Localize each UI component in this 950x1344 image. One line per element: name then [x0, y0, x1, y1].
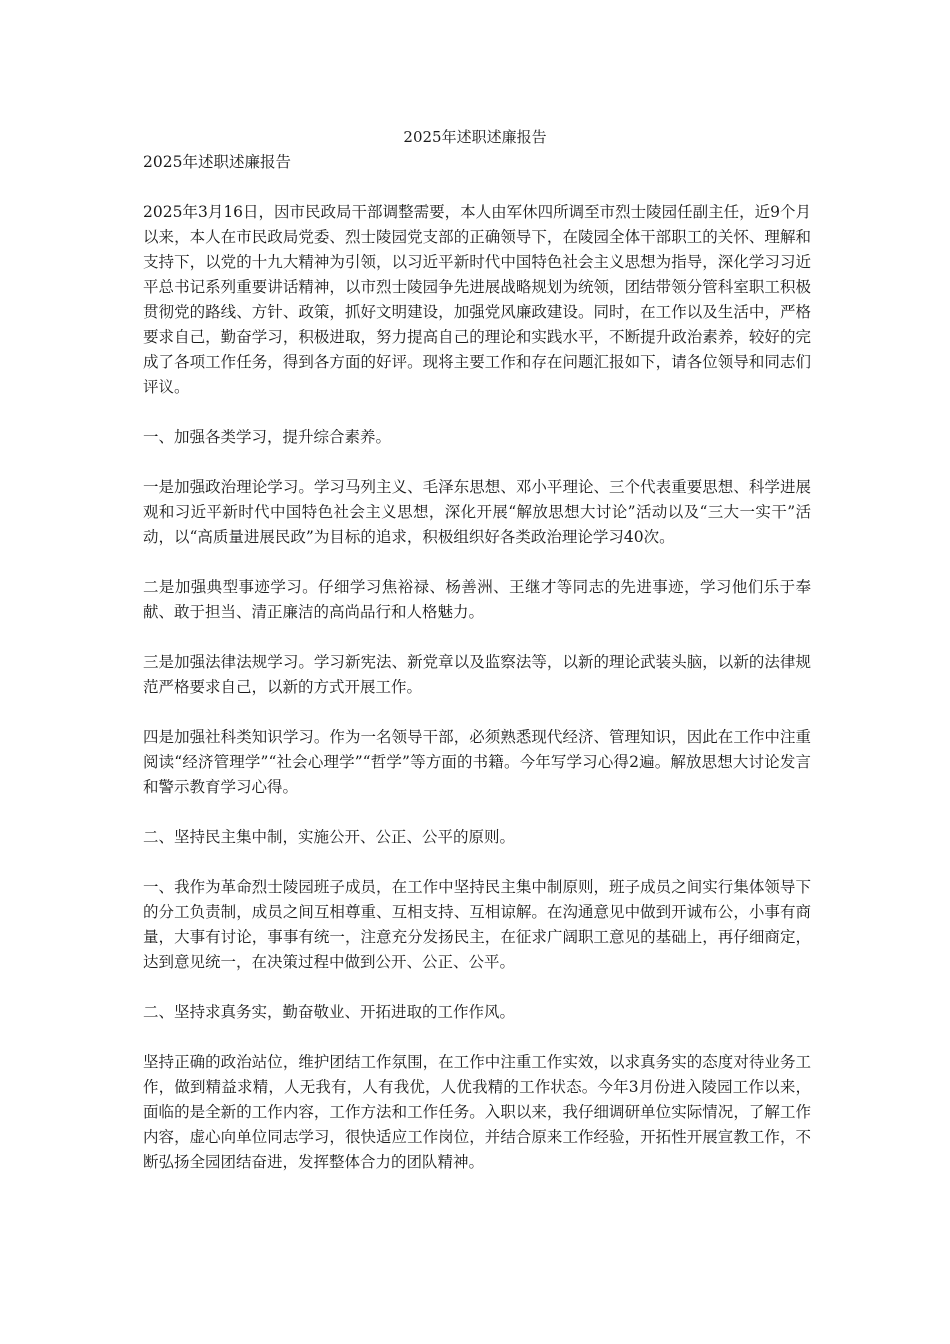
paragraph-democratic-centralism: 一、我作为革命烈士陵园班子成员，在工作中坚持民主集中制原则，班子成员之间实行集体领导下的分工负责制，成员之间互相尊重、互相支持、互相谅解。在沟通意见中做到开诚布公，小事有商量，大事有讨论，事事有统一，注意充分发扬民主，在征求广阔职工意见的基础上，再仔细商定，达到意见统一，在决策过程中做到公开、公正、公平。: [143, 878, 811, 971]
paragraph-political-study: 一是加强政治理论学习。学习马列主义、毛泽东思想、邓小平理论、三个代表重要思想、科学进展观和习近平新时代中国特色社会主义思想，深化开展“解放思想大讨论”活动以及“三大一实干”活动，以“高质量进展民政”为目标的追求，积极组织好各类政治理论学习40次。: [143, 478, 811, 546]
paragraph-social-science-study: 四是加强社科类知识学习。作为一名领导干部，必须熟悉现代经济、管理知识，因此在工作中注重阅读“经济管理学”“社会心理学”“哲学”等方面的书籍。今年写学习心得2遍。解放思想大讨论发言和警示教育学习心得。: [143, 728, 811, 796]
section-heading-2: 二、坚持民主集中制，实施公开、公正、公平的原则。: [143, 828, 516, 846]
document-subtitle: 2025年述职述廉报告: [143, 153, 291, 171]
section-heading-1: 一、加强各类学习，提升综合素养。: [143, 428, 392, 446]
paragraph-exemplar-study: 二是加强典型事迹学习。仔细学习焦裕禄、杨善洲、王继才等同志的先进事迹，学习他们乐于奉献、敢于担当、清正廉洁的高尚品行和人格魅力。: [143, 578, 811, 621]
paragraph-law-study: 三是加强法律法规学习。学习新宪法、新党章以及监察法等，以新的理论武装头脑，以新的法律规范严格要求自己，以新的方式开展工作。: [143, 653, 811, 696]
document-body: [143, 150, 811, 1200]
section-heading-3: 二、坚持求真务实，勤奋敬业、开拓进取的工作作风。: [143, 1003, 516, 1021]
document-title: 2025年述职述廉报告: [403, 128, 547, 146]
paragraph-intro: 2025年3月16日，因市民政局干部调整需要，本人由军休四所调至市烈士陵园任副主任，近9个月以来，本人在市民政局党委、烈士陵园党支部的正确领导下，在陵园全体干部职工的关怀、理解和支持下，以党的十九大精神为引领，以习近平新时代中国特色社会主义思想为指导，深化学习习近平总书记系列重要讲话精神，以市烈士陵园争先进展战略规划为统领，团结带领分管科室职工积极贯彻党的路线、方针、政策，抓好文明建设，加强党风廉政建设。同时，在工作以及生活中，严格要求自己，勤奋学习，积极进取，努力提高自己的理论和实践水平，不断提升政治素养，较好的完成了各项工作任务，得到各方面的好评。现将主要工作和存在问题汇报如下，请各位领导和同志们评议。: [143, 203, 811, 396]
paragraph-work-style: 坚持正确的政治站位，维护团结工作氛围，在工作中注重工作实效，以求真务实的态度对待业务工作，做到精益求精，人无我有，人有我优，人优我精的工作状态。今年3月份进入陵园工作以来，面临的是全新的工作内容，工作方法和工作任务。入职以来，我仔细调研单位实际情况，了解工作内容，虚心向单位同志学习，很快适应工作岗位，并结合原来工作经验，开拓性开展宣教工作，不断弘扬全园团结奋进，发挥整体合力的团队精神。: [143, 1053, 811, 1171]
